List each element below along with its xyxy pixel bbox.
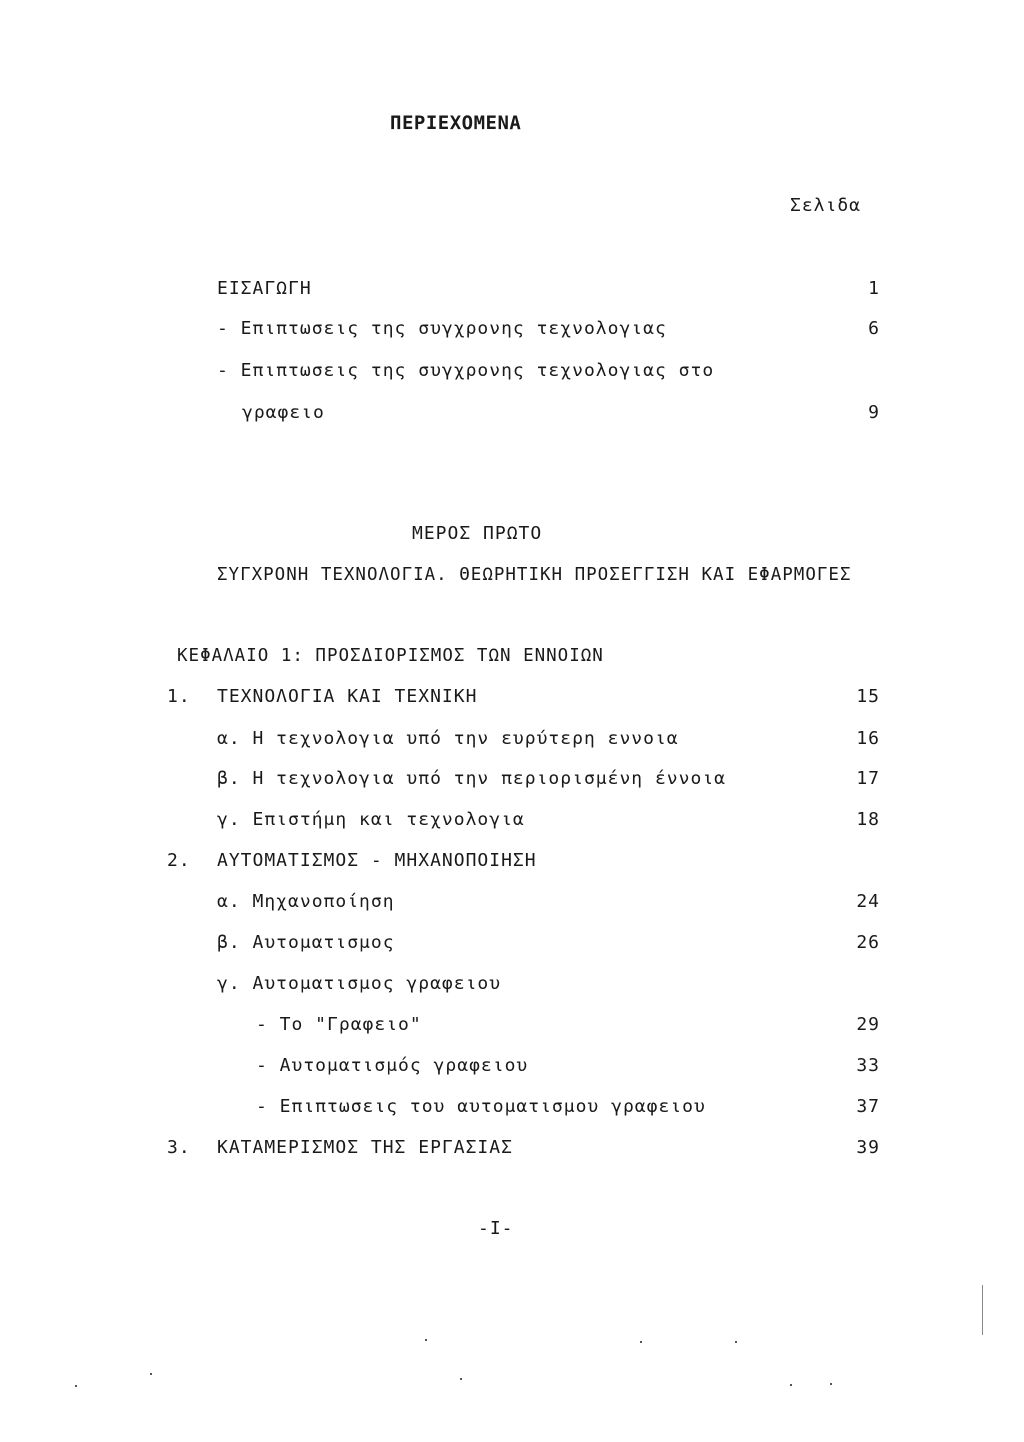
scan-speck	[150, 1373, 152, 1375]
section-2-title: ΑΥΤΟΜΑΤΙΣΜΟΣ - ΜΗΧΑΝΟΠΟΙΗΣΗ	[217, 850, 537, 871]
intro-item-1-page: 6	[868, 318, 880, 339]
section-1-number: 1.	[167, 686, 191, 707]
scan-speck	[640, 1341, 642, 1343]
part-title: ΣΥΓΧΡΟΝΗ ΤΕΧΝΟΛΟΓΙΑ. ΘΕΩΡΗΤΙΚΗ ΠΡΟΣΕΓΓΙΣΗ ΚΑΙ ΕΦΑΡΜΟΓΕΣ	[217, 565, 852, 585]
section-2-sub-c: γ. Αυτοματισμος γραφειου	[217, 973, 502, 994]
section-1-sub-a-page: 16	[856, 728, 880, 749]
scan-speck	[735, 1341, 737, 1343]
section-1-sub-b-page: 17	[856, 768, 880, 789]
section-1-sub-c: γ. Επιστήμη και τεχνολογια	[217, 809, 525, 830]
chapter-heading: ΚΕΦΑΛΑΙΟ 1: ΠΡΟΣΔΙΟΡΙΣΜΟΣ ΤΩΝ ΕΝΝΟΙΩΝ	[177, 646, 604, 666]
section-2-sub-b-page: 26	[856, 932, 880, 953]
scan-speck	[75, 1385, 77, 1387]
section-2-number: 2.	[167, 850, 191, 871]
section-2-subsub-2: - Αυτοματισμός γραφειου	[256, 1055, 529, 1076]
section-1-title: ΤΕΧΝΟΛΟΓΙΑ ΚΑΙ ΤΕΧΝΙΚΗ	[217, 686, 478, 707]
section-2-sub-a: α. Μηχανοποίηση	[217, 891, 395, 912]
scan-speck	[830, 1383, 832, 1385]
footer-page-number: -I-	[478, 1218, 514, 1239]
section-1-sub-c-page: 18	[856, 809, 880, 830]
section-2-subsub-1-page: 29	[856, 1014, 880, 1035]
intro-heading-page: 1	[868, 278, 880, 299]
part-label: ΜΕΡΟΣ ΠΡΩΤΟ	[412, 523, 543, 544]
section-2-sub-a-page: 24	[856, 891, 880, 912]
scan-speck	[425, 1339, 427, 1341]
intro-item-2-continuation: γραφειο	[242, 402, 325, 423]
section-1-sub-a: α. Η τεχνολογια υπό την ευρύτερη εννοια	[217, 728, 679, 749]
section-3-title: ΚΑΤΑΜΕΡΙΣΜΟΣ ΤΗΣ ΕΡΓΑΣΙΑΣ	[217, 1137, 513, 1158]
scan-speck	[790, 1384, 792, 1386]
intro-heading: ΕΙΣΑΓΩΓΗ	[217, 278, 312, 299]
section-2-subsub-3-page: 37	[856, 1096, 880, 1117]
section-2-subsub-2-page: 33	[856, 1055, 880, 1076]
section-1-sub-b: β. Η τεχνολογια υπό την περιορισμένη έννοια	[217, 768, 726, 789]
section-2-subsub-1: - Το "Γραφειο"	[256, 1014, 422, 1035]
intro-item-1: - Επιπτωσεις της συγχρονης τεχνολογιας	[217, 318, 667, 339]
scan-artifact-line	[982, 1285, 983, 1335]
page-column-header: Σελιδα	[790, 195, 862, 216]
section-2-sub-b: β. Αυτοματισμος	[217, 932, 395, 953]
section-3-number: 3.	[167, 1137, 191, 1158]
section-3-page: 39	[856, 1137, 880, 1158]
scan-speck	[460, 1378, 462, 1380]
section-1-page: 15	[856, 686, 880, 707]
intro-item-2-page: 9	[868, 402, 880, 423]
intro-item-2: - Επιπτωσεις της συγχρονης τεχνολογιας στο	[217, 360, 715, 381]
page-title: ΠΕΡΙΕΧΟΜΕΝΑ	[390, 112, 522, 134]
section-2-subsub-3: - Επιπτωσεις του αυτοματισμου γραφειου	[256, 1096, 706, 1117]
